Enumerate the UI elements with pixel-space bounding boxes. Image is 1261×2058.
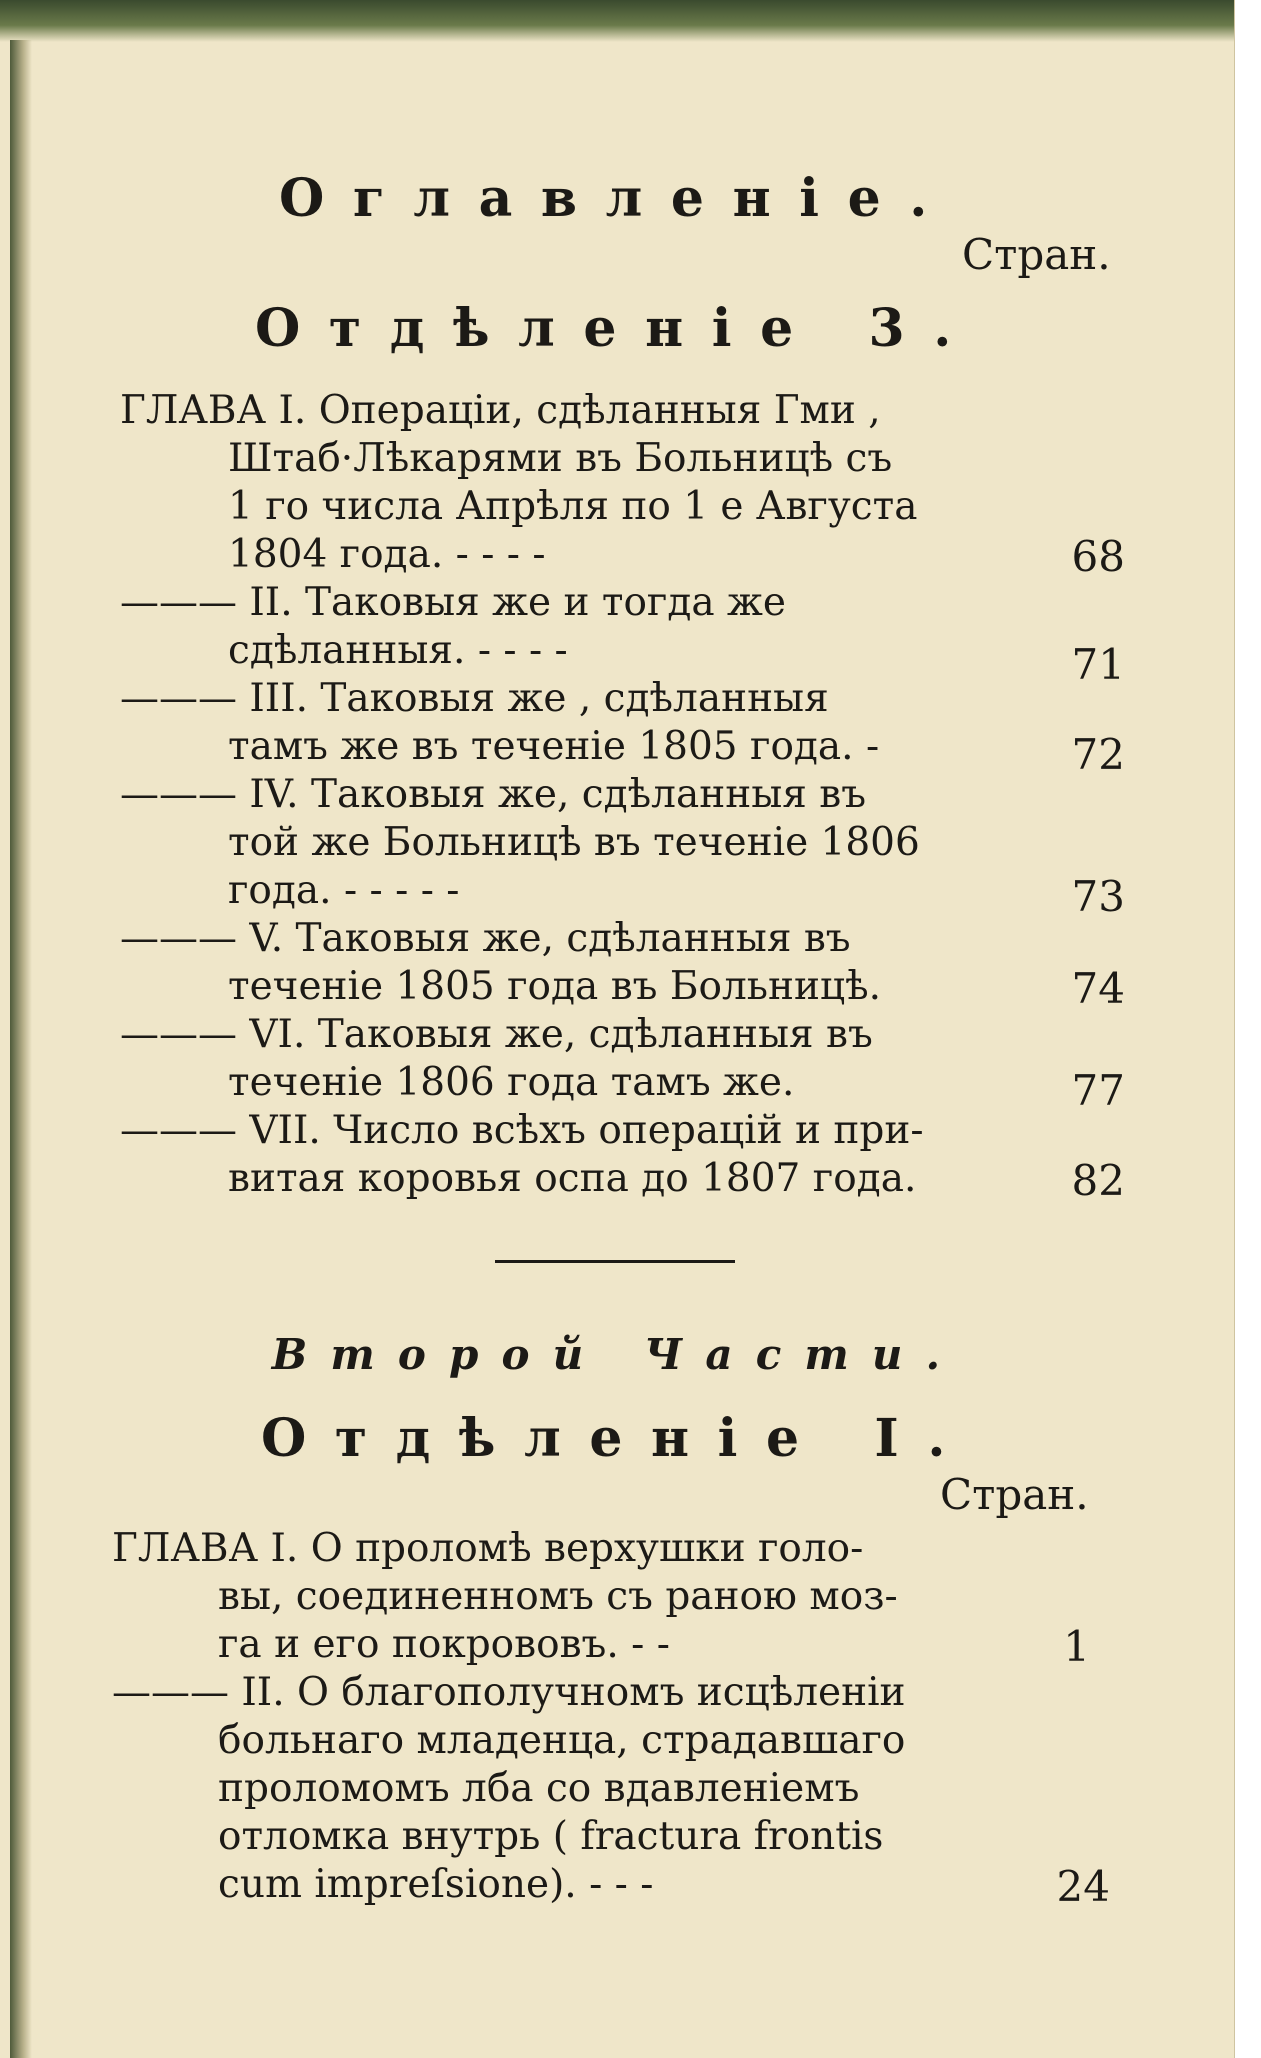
entry-line: сдѣланныя. - - - - <box>228 628 568 673</box>
entry-line: витая коровья оспа до 1807 года. <box>228 1156 917 1201</box>
page-number: 24 <box>1056 1862 1110 1911</box>
entry-line: ——— III. Таковыя же , сдѣланныя <box>120 676 829 721</box>
entry-line: отломка внутрь ( fractura frontis <box>218 1814 884 1859</box>
entry-line: больнаго младенца, страдавшаго <box>218 1718 906 1763</box>
entry-line: тамъ же въ теченіе 1805 года. - <box>228 724 880 769</box>
pages-label-2: Стран. <box>940 1470 1089 1519</box>
entry-line: вы, соединенномъ съ раною моз- <box>218 1574 898 1619</box>
entry-line: Штаб·Лѣкарями въ Больницѣ съ <box>228 436 893 481</box>
pages-label: Стран. <box>962 230 1111 279</box>
entry-line: проломомъ лба со вдавленіемъ <box>218 1766 860 1811</box>
entry-line: cum impreſsione). - - - <box>218 1862 654 1907</box>
entry-line: ГЛАВА I. Операціи, сдѣланныя Гми , <box>120 388 881 433</box>
entry-line: года. - - - - - <box>228 868 460 913</box>
entry-line: ——— V. Таковыя же, сдѣланныя въ <box>120 916 851 961</box>
entry-line: ——— II. Таковыя же и тогда же <box>120 580 786 625</box>
page-number: 72 <box>1071 730 1125 779</box>
entry-line: ГЛАВА I. О проломѣ верхушки голо- <box>112 1526 864 1571</box>
page-number: 68 <box>1071 532 1125 581</box>
page-number: 82 <box>1071 1156 1125 1205</box>
entry-line: той же Больницѣ въ теченіе 1806 <box>228 820 920 865</box>
division-heading-2: Отдѣленіе I. <box>260 1408 975 1469</box>
part-heading: Второй Части. <box>271 1330 964 1379</box>
page-number: 77 <box>1071 1066 1125 1115</box>
entry-line: 1 го числа Апрѣля по 1 е Августа <box>228 484 918 529</box>
page-number: 73 <box>1071 872 1125 921</box>
section-divider <box>495 1260 735 1263</box>
entry-line: теченіе 1805 года въ Больницѣ. <box>228 964 881 1009</box>
page-number: 71 <box>1071 640 1125 689</box>
entry-line: ——— II. О благополучномъ исцѣленіи <box>112 1670 906 1715</box>
page-number: 1 <box>1063 1622 1090 1671</box>
division-heading: Отдѣленіе 3. <box>255 298 980 359</box>
contents-heading: Оглавленіе. <box>278 168 956 229</box>
page-number: 74 <box>1071 964 1125 1013</box>
entry-line: теченіе 1806 года тамъ же. <box>228 1060 795 1105</box>
entry-line: га и его покрововъ. - - <box>218 1622 670 1667</box>
entry-line: ——— VI. Таковыя же, сдѣланныя въ <box>120 1012 873 1057</box>
entry-line: ——— IV. Таковыя же, сдѣланныя въ <box>120 772 867 817</box>
entry-line: 1804 года. - - - - <box>228 532 546 577</box>
entry-line: ——— VII. Число всѣхъ операцій и при- <box>120 1108 924 1153</box>
